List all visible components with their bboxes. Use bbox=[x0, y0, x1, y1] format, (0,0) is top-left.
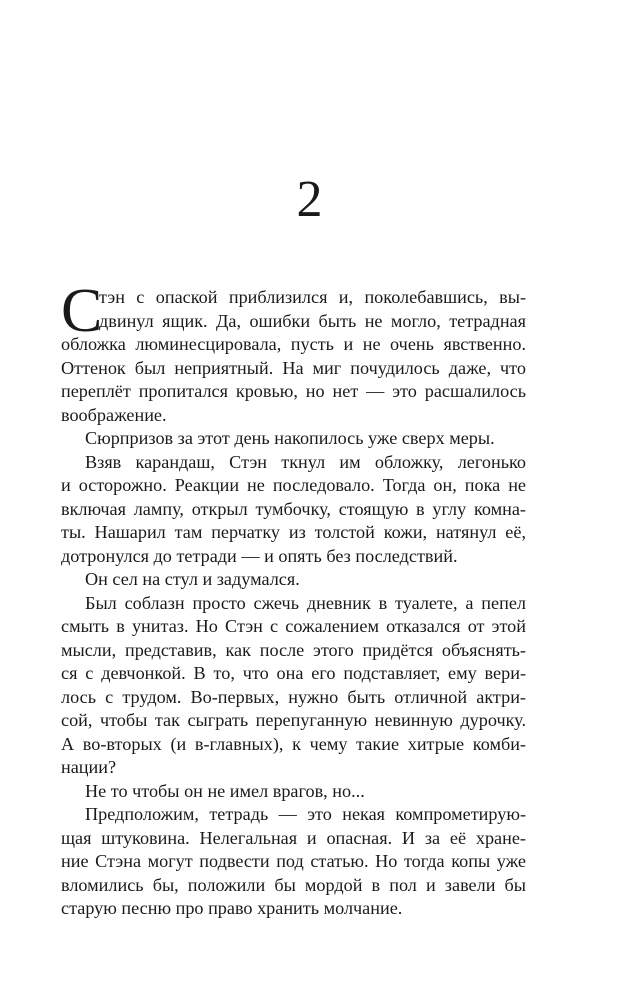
text-line: тэн с опаской приблизился и, поколебавшись, вы- bbox=[99, 287, 526, 307]
text-line: нации? bbox=[61, 757, 117, 777]
text-line: ся с девчонкой. В то, что она его подставляет, ему вери- bbox=[61, 663, 526, 683]
text-line: Не то чтобы он не имел врагов, но... bbox=[85, 780, 365, 801]
text-line: смыть в унитаз. Но Стэн с сожалением отказался от этой bbox=[61, 616, 526, 636]
text-line: Оттенок был неприятный. На миг почудилось даже, что bbox=[61, 357, 526, 378]
text-line: Сюрпризов за этот день накопилось уже сверх меры. bbox=[85, 428, 495, 448]
text-line: переплёт пропитался кровью, но нет — это расшалилось bbox=[61, 381, 526, 401]
text-line: включая лампу, открыл тумбочку, стоящую в углу комна- bbox=[61, 498, 526, 519]
chapter-text bbox=[61, 277, 526, 921]
text-line: ние Стэна могут подвести под статью. Но тогда копы уже bbox=[61, 851, 526, 871]
text-line: лось с трудом. Во-первых, нужно быть отличной актри- bbox=[61, 686, 526, 707]
chapter-number: 2 bbox=[296, 171, 323, 228]
text-line: сой, чтобы так сыграть перепуганную невинную дурочку. bbox=[61, 710, 526, 730]
text-line: вломились бы, положили бы мордой в пол и завели бы bbox=[61, 874, 526, 895]
text-line: Был соблазн просто сжечь дневник в туалете, а пепел bbox=[85, 592, 526, 613]
text-line: обложка люминесцировала, пусть и не очень явственно. bbox=[61, 334, 526, 354]
text-line: двинул ящик. Да, ошибки быть не могло, тетрадная bbox=[99, 310, 526, 331]
text-line: А во-вторых (и в-главных), к чему такие хитрые комби- bbox=[61, 733, 526, 754]
text-line: и осторожно. Реакции не последовало. Тогда он, пока не bbox=[61, 475, 526, 495]
text-line: Предположим, тетрадь — это некая компрометирую- bbox=[85, 804, 526, 824]
text-line: ты. Нашарил там перчатку из толстой кожи, натянул её, bbox=[61, 522, 526, 542]
text-line: Взяв карандаш, Стэн ткнул им обложку, легонько bbox=[85, 451, 526, 472]
text-line: щая штуковина. Нелегальная и опасная. И за её хране- bbox=[61, 827, 526, 848]
text-line: воображение. bbox=[61, 404, 167, 425]
text-line: старую песню про право хранить молчание. bbox=[61, 898, 403, 918]
drop-cap: С bbox=[61, 277, 103, 345]
text-line: Он сел на стул и задумался. bbox=[85, 569, 300, 589]
text-line: мысли, представив, как после этого придётся объяснять- bbox=[61, 639, 526, 660]
text-line: дотронулся до тетради — и опять без последствий. bbox=[61, 545, 458, 566]
